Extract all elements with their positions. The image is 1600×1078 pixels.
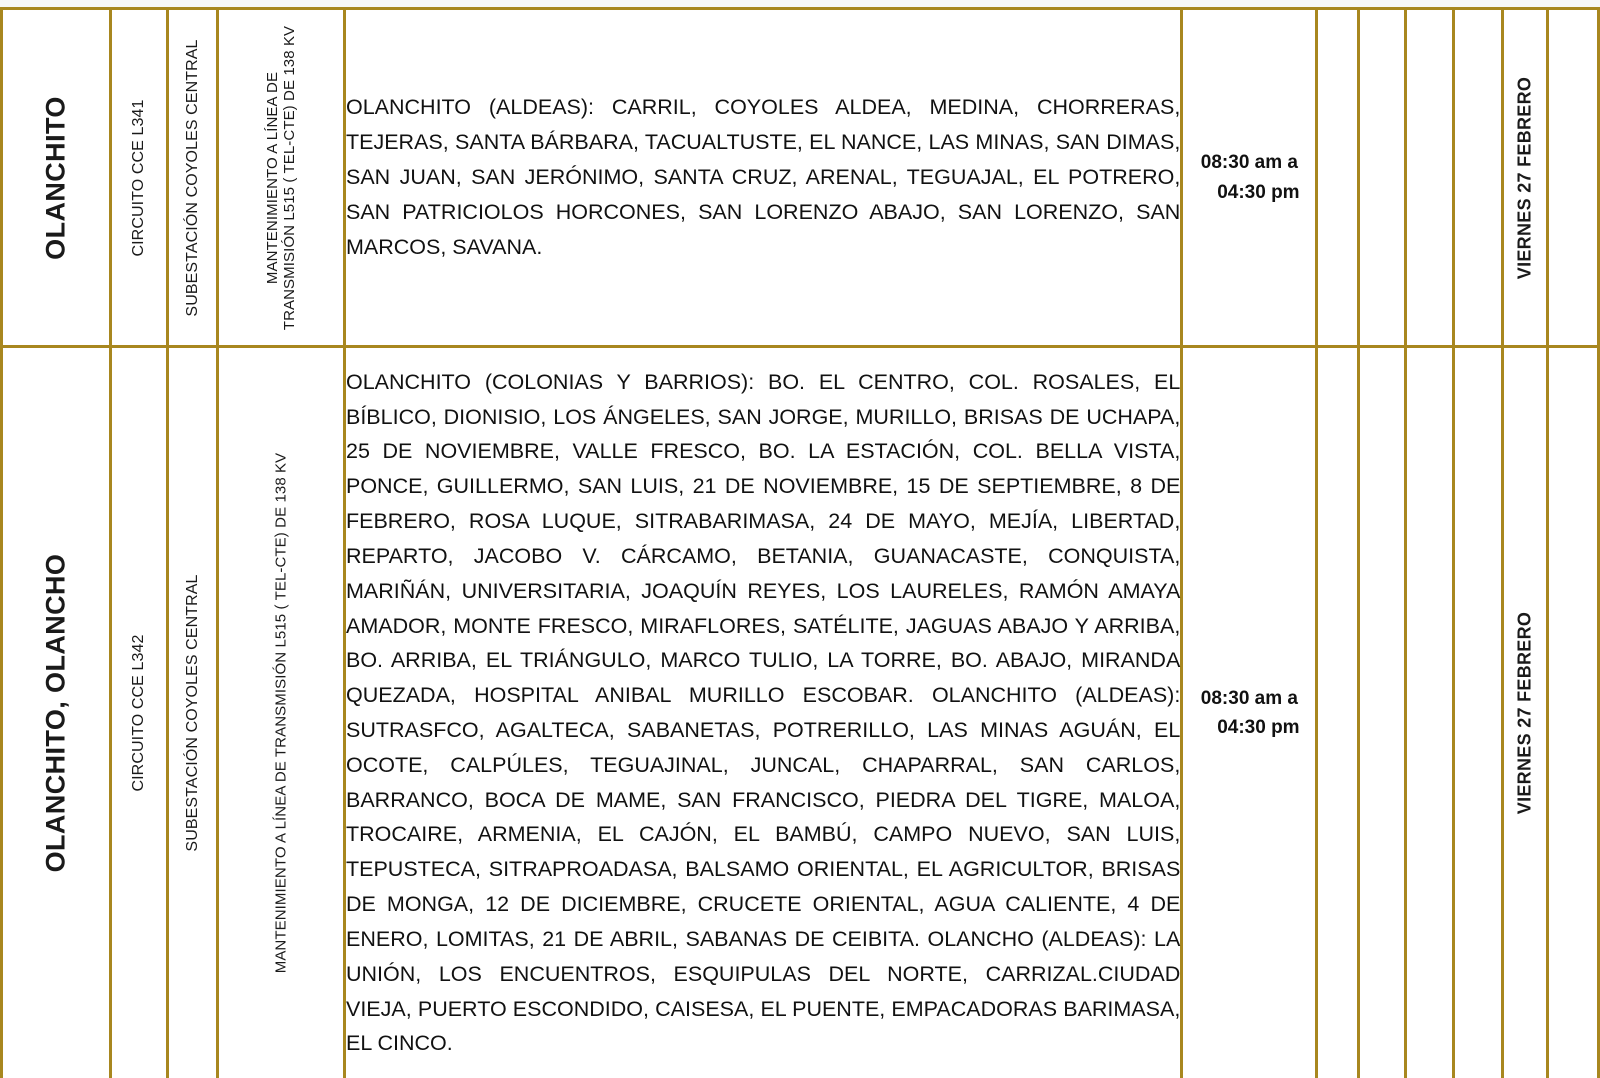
cell-empty-5 bbox=[1548, 347, 1599, 1078]
cell-dia bbox=[1503, 9, 1548, 347]
cell-empty-2 bbox=[1358, 9, 1405, 347]
cell-trabajo bbox=[217, 347, 344, 1078]
cell-horario bbox=[1182, 9, 1317, 347]
descripcion-text: OLANCHITO (COLONIAS Y BARRIOS): BO. EL CENTRO, COL. ROSALES, EL BÍBLICO, DIONISIO, LOS ÁNGELES, SAN JORGE, MURILLO, BRISAS DE UCHAPA, 25 DE NOVIEMBRE, VALLE FRESCO, BO. LA ESTACIÓN, COL. BELLA VISTA, PONCE, GUILLERMO, SAN LUIS, 21 DE NOVIEMBRE, 15 DE SEPTIEMBRE, 8 DE FEBRERO, ROSA LUQUE, SITRABARIMASA, 24 DE MAYO, MEJÍA, LIBERTAD, REPARTO, JACOBO V. CÁRCAMO, BETANIA, GUANACASTE, CONQUISTA, MARIÑÁN, UNIVERSITARIA, JOAQUÍN REYES, LOS LAURELES, RAMÓN AMAYA AMADOR, MONTE FRESCO, MIRAFLORES, SATÉLITE, JAGUAS ABAJO Y ARRIBA, BO. ARRIBA, EL TRIÁNGULO, MARCO TULIO, LA TORRE, BO. ABAJO, MIRANDA QUEZADA, HOSPITAL ANIBAL MURILLO ESCOBAR. OLANCHITO (ALDEAS): SUTRASFCO, AGALTECA, SABANETAS, POTRERILLO, LAS MINAS AGUÁN, EL OCOTE, CALPÚLES, TEGUAJINAL, JUNCAL, CHAPARRAL, SAN CARLOS, BARRANCO, BOCA DE MAME, SAN FRANCISCO, PIEDRA DEL TIGRE, MALOA, TROCAIRE, ARMENIA, EL CAJÓN, EL BAMBÚ, CAMPO NUEVO, SAN LUIS, TEPUSTECA, SITRAPROADASA, BALSAMO ORIENTAL, EL AGRICULTOR, BRISAS DE MONGA, 12 DE DICIEMBRE, CRUCETE ORIENTAL, AGUA CALIENTE, 4 DE ENERO, LOMITAS, 21 DE ABRIL, SABANAS DE CEIBITA. OLANCHO (ALDEAS): LA UNIÓN, LOS ENCUENTROS, ESQUIPULAS DEL NORTE, CARRIZAL.CIUDAD VIEJA, PUERTO ESCONDIDO, CAISESA, EL PUENTE, EMPACADORAS BARIMASA, EL CINCO. bbox=[345, 369, 1181, 1056]
cell-trabajo bbox=[217, 9, 344, 347]
subestacion-vertical-wrap bbox=[169, 10, 215, 345]
cell-empty-3 bbox=[1406, 347, 1453, 1078]
cell-zona bbox=[2, 9, 111, 347]
dia-vertical-wrap bbox=[1504, 348, 1546, 1078]
zona-label: OLANCHITO, OLANCHO bbox=[40, 553, 71, 873]
cell-dia bbox=[1503, 347, 1548, 1078]
cell-empty-4 bbox=[1453, 347, 1502, 1078]
circuito-vertical-wrap bbox=[112, 10, 167, 345]
schedule-table-wrapper bbox=[0, 7, 1600, 1078]
cell-circuito bbox=[110, 347, 168, 1078]
zona-vertical-wrap bbox=[3, 10, 109, 345]
cell-empty-1 bbox=[1317, 9, 1358, 347]
outage-schedule-table bbox=[0, 7, 1600, 1078]
dia-vertical-wrap bbox=[1504, 10, 1546, 345]
cell-horario bbox=[1182, 347, 1317, 1078]
subestacion-vertical-wrap bbox=[169, 348, 215, 1078]
zona-label: OLANCHITO bbox=[40, 95, 71, 260]
zona-vertical-wrap bbox=[3, 348, 109, 1078]
trabajo-vertical-wrap bbox=[219, 348, 343, 1078]
cell-subestacion bbox=[168, 9, 217, 347]
cell-circuito bbox=[110, 9, 168, 347]
cell-empty-1 bbox=[1317, 347, 1358, 1078]
subestacion-label: SUBESTACIÓN COYOLES CENTRAL bbox=[183, 38, 201, 317]
top-margin-strip bbox=[0, 0, 1600, 7]
cell-empty-5 bbox=[1548, 9, 1599, 347]
hora-inicio: 08:30 am a bbox=[1200, 687, 1298, 709]
trabajo-label: MANTENIMIENTO A LÍNEA DE TRANSMISIÓN L515 ( TEL-CTE) DE 138 KV bbox=[263, 25, 298, 330]
trabajo-vertical-wrap bbox=[219, 10, 343, 345]
subestacion-label: SUBESTACIÓN COYOLES CENTRAL bbox=[183, 574, 201, 852]
table-row bbox=[2, 9, 1599, 347]
cell-subestacion bbox=[168, 347, 217, 1078]
circuito-label: CIRCUITO CCE L342 bbox=[130, 634, 148, 792]
cell-descripcion bbox=[344, 9, 1181, 347]
cell-empty-3 bbox=[1406, 9, 1453, 347]
dia-label: VIERNES 27 FEBRERO bbox=[1514, 76, 1535, 279]
hora-inicio: 08:30 am a bbox=[1200, 152, 1298, 174]
circuito-vertical-wrap bbox=[112, 348, 167, 1078]
hora-fin: 04:30 pm bbox=[1217, 717, 1300, 738]
trabajo-label: MANTENIMIENTO A LÍNEA DE TRANSMISIÓN L515 ( TEL-CTE) DE 138 KV bbox=[272, 452, 290, 974]
cell-zona bbox=[2, 347, 111, 1078]
cell-descripcion bbox=[344, 347, 1181, 1078]
descripcion-text: OLANCHITO (ALDEAS): CARRIL, COYOLES ALDEA, MEDINA, CHORRERAS, TEJERAS, SANTA BÁRBARA, TACUALTUSTE, EL NANCE, LAS MINAS, SAN DIMAS, SAN JUAN, SAN JERÓNIMO, SANTA CRUZ, ARENAL, TEGUAJAL, EL POTRERO, SAN PATRICIOLOS HORCONES, SAN LORENZO ABAJO, SAN LORENZO, SAN MARCOS, SAVANA. bbox=[345, 95, 1181, 259]
hora-fin: 04:30 pm bbox=[1217, 181, 1300, 203]
table-row bbox=[2, 347, 1599, 1078]
cell-empty-4 bbox=[1453, 9, 1502, 347]
circuito-label: CIRCUITO CCE L341 bbox=[130, 99, 148, 257]
dia-label: VIERNES 27 FEBRERO bbox=[1514, 611, 1535, 815]
cell-empty-2 bbox=[1358, 347, 1405, 1078]
